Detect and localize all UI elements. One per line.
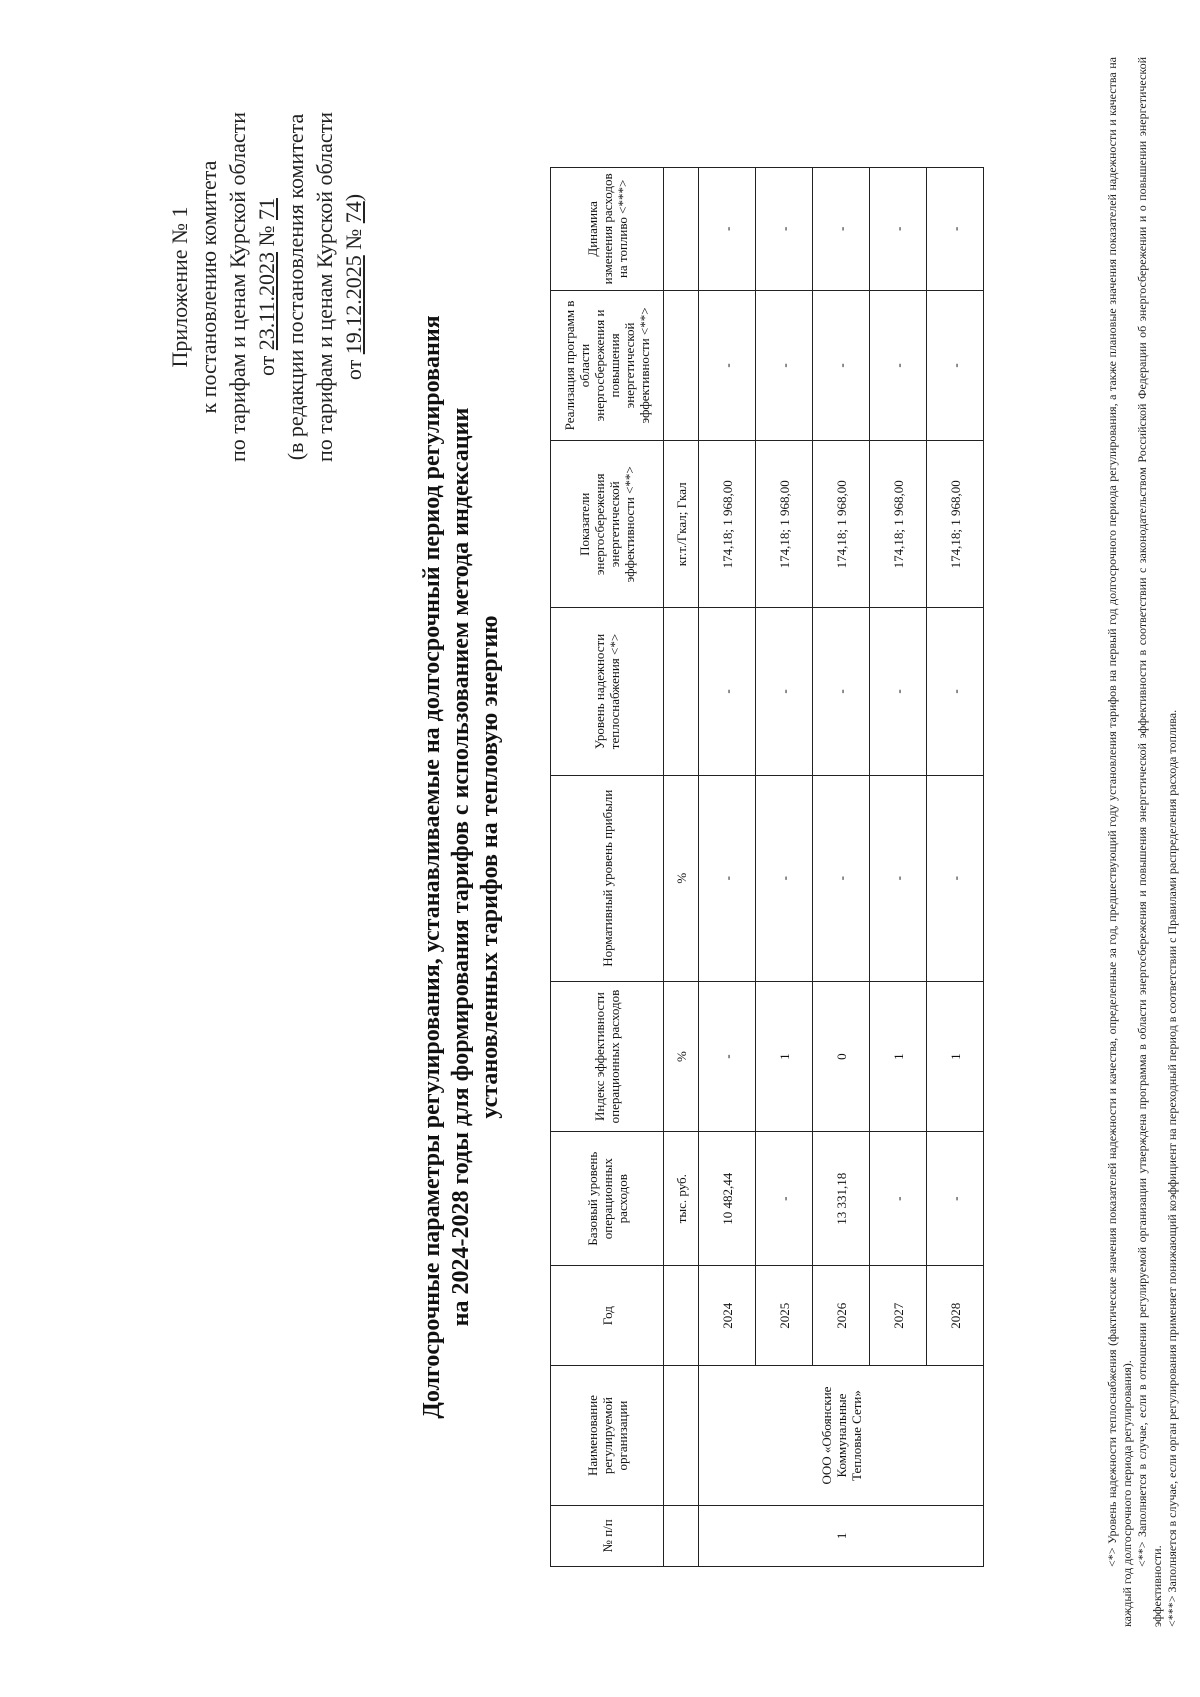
appendix-header [165, 27, 368, 547]
organization-cell: ООО «Обоянские Коммунальные Тепловые Сети» [699, 1366, 984, 1505]
column-header: Наименование регулируемой организации [551, 1366, 664, 1505]
energy-saving-cell: 174,18; 1 968,00 [870, 441, 927, 608]
appendix-text: ) [341, 193, 366, 202]
title-line: установленных тарифов на тепловую энергию [477, 615, 503, 1119]
fuel-dynamics-cell: - [756, 168, 813, 291]
energy-saving-cell: 174,18; 1 968,00 [813, 441, 870, 608]
profit-level-cell: - [813, 775, 870, 981]
appendix-number: 74 [341, 201, 366, 224]
reliability-cell: - [870, 608, 927, 775]
energy-saving-cell: 174,18; 1 968,00 [756, 441, 813, 608]
appendix-line [252, 27, 281, 547]
appendix-text: № [254, 220, 279, 252]
column-header: Индекс эффективности операционных расходов [551, 981, 664, 1131]
unit-cell: % [664, 775, 699, 981]
document-title [418, 197, 505, 1537]
reliability-cell: - [813, 608, 870, 775]
column-header: Год [551, 1266, 664, 1366]
appendix-line: к постановлению комитета [196, 160, 221, 414]
program-cell: - [756, 290, 813, 440]
parameters-table [550, 167, 984, 1567]
appendix-text: № [341, 223, 366, 256]
unit-cell: тыс. руб. [664, 1132, 699, 1266]
fuel-dynamics-cell: - [927, 168, 984, 291]
footnote: <*> Уровень надежности теплоснабжения (фактические значения показателей надежности и качества, определенные за год, предшествующий году установления тарифов на первый год долгосрочного периода регулирования, а также плановые значения показателей надежности и качества на каждый год долгосрочного периода регулирования). [1105, 57, 1134, 1627]
unit-cell [664, 168, 699, 291]
appendix-line: (в редакции постановления комитета [283, 113, 308, 461]
efficiency-index-cell: 1 [927, 981, 984, 1131]
base-cost-cell: 10 482,44 [699, 1132, 756, 1266]
energy-saving-cell: 174,18; 1 968,00 [699, 441, 756, 608]
reliability-cell: - [699, 608, 756, 775]
appendix-text: от [254, 350, 279, 377]
program-cell: - [813, 290, 870, 440]
appendix-line: Приложение № 1 [167, 206, 192, 368]
reliability-cell: - [756, 608, 813, 775]
fuel-dynamics-cell: - [813, 168, 870, 291]
year-cell: 2028 [927, 1266, 984, 1366]
appendix-line: по тарифам и ценам Курской области [312, 111, 337, 463]
appendix-number: 71 [254, 198, 279, 220]
profit-level-cell: - [699, 775, 756, 981]
energy-saving-cell: 174,18; 1 968,00 [927, 441, 984, 608]
year-cell: 2026 [813, 1266, 870, 1366]
column-header: № п/п [551, 1505, 664, 1566]
unit-cell [664, 1366, 699, 1505]
profit-level-cell: - [927, 775, 984, 981]
unit-cell: кг.т./Гкал; Гкал [664, 441, 699, 608]
fuel-dynamics-cell: - [870, 168, 927, 291]
program-cell: - [870, 290, 927, 440]
title-line: на 2024-2028 годы для формирования тарифов с использованием метода индексации [448, 407, 474, 1327]
row-number-cell: 1 [699, 1505, 984, 1566]
efficiency-index-cell: 0 [813, 981, 870, 1131]
year-cell: 2025 [756, 1266, 813, 1366]
profit-level-cell: - [870, 775, 927, 981]
appendix-line [339, 27, 368, 547]
table-units-row [664, 168, 699, 1567]
column-header: Динамика изменения расходов на топливо <***> [551, 168, 664, 291]
base-cost-cell: - [927, 1132, 984, 1266]
unit-cell [664, 290, 699, 440]
column-header: Показатели энергосбережения энергетической эффективности <**> [551, 441, 664, 608]
table-row [927, 168, 984, 1567]
profit-level-cell: - [756, 775, 813, 981]
column-header: Нормативный уровень прибыли [551, 775, 664, 981]
efficiency-index-cell: - [699, 981, 756, 1131]
reliability-cell: - [927, 608, 984, 775]
unit-cell [664, 1266, 699, 1366]
footnote: <***> Заполняется в случае, если орган регулирования применяет понижающий коэффициент на переходный период в соответствии с Правилами распределения расхода топлива. [1165, 709, 1179, 1627]
appendix-line: по тарифам и ценам Курской области [225, 111, 250, 463]
column-header: Базовый уровень операционных расходов [551, 1132, 664, 1266]
footnotes [1105, 57, 1180, 1627]
table-header-row [551, 168, 664, 1567]
unit-cell [664, 1505, 699, 1566]
efficiency-index-cell: 1 [870, 981, 927, 1131]
table-row [813, 168, 870, 1567]
appendix-date: 23.11.2023 [254, 252, 279, 351]
year-cell: 2027 [870, 1266, 927, 1366]
table-row [756, 168, 813, 1567]
table-row [870, 168, 927, 1567]
appendix-text: от [341, 354, 366, 381]
base-cost-cell: 13 331,18 [813, 1132, 870, 1266]
unit-cell: % [664, 981, 699, 1131]
program-cell: - [699, 290, 756, 440]
appendix-date: 19.12.2025 [341, 255, 366, 355]
fuel-dynamics-cell: - [699, 168, 756, 291]
base-cost-cell: - [870, 1132, 927, 1266]
base-cost-cell: - [756, 1132, 813, 1266]
footnote: <**> Заполняется в случае, если в отношении регулируемой организации утверждена программа в области энергосбережения и повышения энергетической эффективности в соответствии с законодательством Российской Федерации об энергосбережении и о повышении энергетической эффективности. [1135, 57, 1164, 1627]
unit-cell [664, 608, 699, 775]
table-row [699, 168, 756, 1567]
efficiency-index-cell: 1 [756, 981, 813, 1131]
column-header: Реализация программ в области энергосбережения и повышения энергетической эффективности <**> [551, 290, 664, 440]
year-cell: 2024 [699, 1266, 756, 1366]
program-cell: - [927, 290, 984, 440]
title-line: Долгосрочные параметры регулирования, устанавливаемые на долгосрочный период регулирования [419, 315, 445, 1419]
column-header: Уровень надежности теплоснабжения <*> [551, 608, 664, 775]
